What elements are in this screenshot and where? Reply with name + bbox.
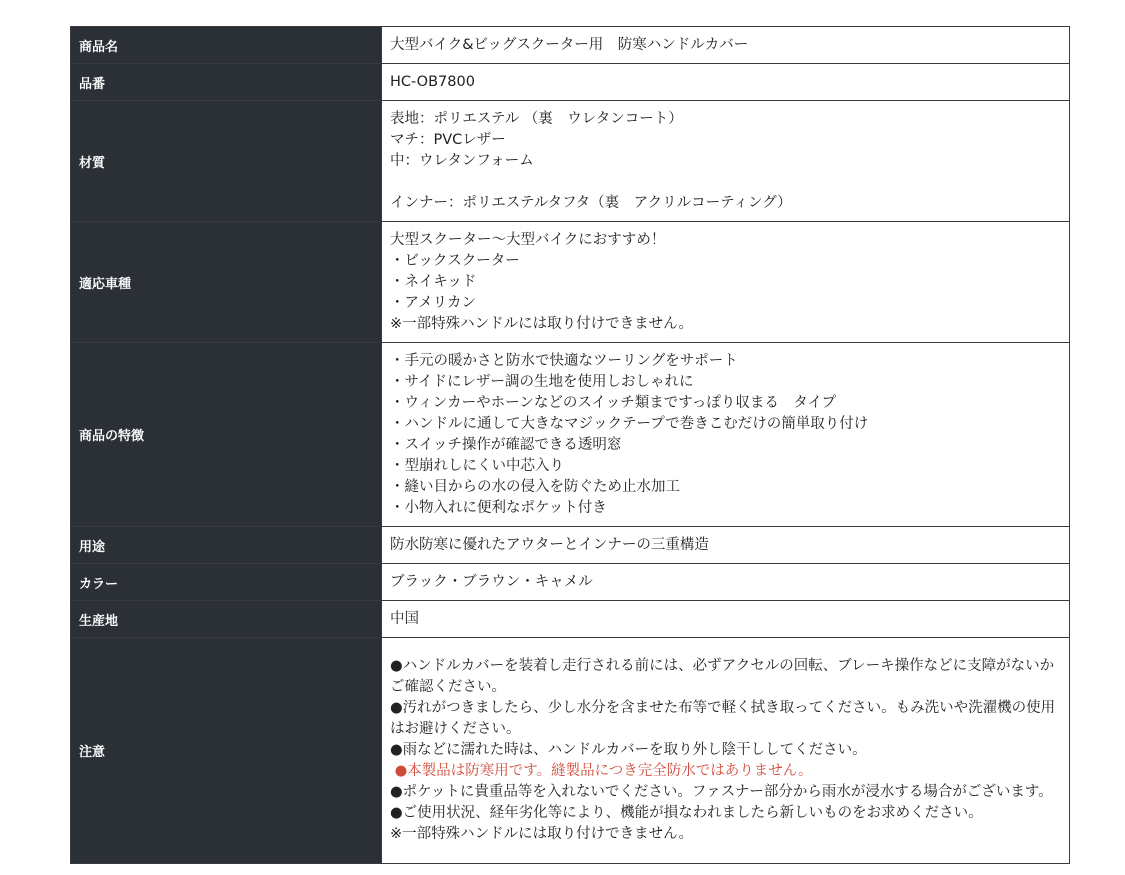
value-line: ●雨などに濡れた時は、ハンドルカバーを取り外し陰干ししてください。 [390, 742, 867, 758]
table-row-color [71, 564, 1070, 601]
value-line: ●ご使用状況、経年劣化等により、機能が損なわれましたら新しいものをお求めください。 [390, 805, 983, 821]
row-value [382, 564, 1070, 601]
value-line: ●ハンドルカバーを装着し走行される前には、必ずアクセルの回転、ブレーキ操作などに支障がないかご確認ください。 [390, 658, 1055, 695]
row-value [382, 27, 1070, 64]
product-spec-table [70, 26, 1070, 864]
table-row-compatible-vehicles [71, 222, 1070, 343]
row-value [382, 638, 1070, 864]
table-row-origin [71, 601, 1070, 638]
row-value [382, 222, 1070, 343]
row-label: 適応車種 [71, 222, 382, 343]
value-line: ・手元の暖かさと防水で快適なツーリングをサポート [390, 352, 738, 369]
value-line: HC-OB7800 [390, 73, 475, 90]
row-label: 商品の特徴 [71, 343, 382, 527]
table-row-product-name [71, 27, 1070, 64]
value-line: 中国 [390, 610, 419, 627]
warning-line: ●本製品は防寒用です。縫製品につき完全防水ではありません。 [390, 763, 813, 779]
row-label: 材質 [71, 101, 382, 222]
value-line: 表地：ポリエステル （裏 ウレタンコート） [390, 110, 683, 127]
row-label: 品番 [71, 64, 382, 101]
table-row-product-number [71, 64, 1070, 101]
value-line: ・スイッチ操作が確認できる透明窓 [390, 436, 622, 453]
row-label: 生産地 [71, 601, 382, 638]
value-line: ・縫い目からの水の侵入を防ぐため止水加工 [390, 478, 680, 495]
value-line: ・ウィンカーやホーンなどのスイッチ類まですっぽり収まる タイプ [390, 394, 837, 411]
value-line: ・サイドにレザー調の生地を使用しおしゃれに [390, 373, 694, 390]
value-line: ブラック・ブラウン・キャメル [390, 573, 593, 590]
value-line: ・型崩れしにくい中芯入り [390, 457, 564, 474]
row-value [382, 527, 1070, 564]
value-line: インナー：ポリエステルタフタ（裏 アクリルコーティング） [390, 194, 792, 211]
row-value [382, 343, 1070, 527]
value-line: 大型スクーター～大型バイクにおすすめ！ [390, 231, 666, 248]
value-line: ●ポケットに貴重品等を入れないでください。ファスナー部分から雨水が浸水する場合がございます。 [390, 784, 1053, 800]
table-row-material [71, 101, 1070, 222]
value-line: 大型バイク&ビッグスクーター用 防寒ハンドルカバー [390, 36, 749, 53]
value-line: ・ネイキッド [390, 273, 477, 290]
value-line: 中：ウレタンフォーム [390, 152, 534, 169]
row-value [382, 101, 1070, 222]
row-label: カラー [71, 564, 382, 601]
blank-line [390, 172, 1061, 193]
row-label: 注意 [71, 638, 382, 864]
row-label: 商品名 [71, 27, 382, 64]
value-line: ※一部特殊ハンドルには取り付けできません。 [390, 826, 694, 842]
row-value [382, 601, 1070, 638]
value-line: ●汚れがつきましたら、少し水分を含ませた布等で軽く拭き取ってください。もみ洗いや洗濯機の使用はお避けください。 [390, 700, 1056, 737]
value-line: 防水防寒に優れたアウターとインナーの三重構造 [390, 536, 709, 553]
value-line: ・小物入れに便利なポケット付き [390, 499, 607, 516]
table-row-caution [71, 638, 1070, 864]
value-line: マチ：PVCレザー [390, 131, 506, 148]
table-row-features [71, 343, 1070, 527]
value-line: ・ハンドルに通して大きなマジックテープで巻きこむだけの簡単取り付け [390, 415, 869, 432]
value-line: ・ビックスクーター [390, 252, 520, 269]
table-row-usage [71, 527, 1070, 564]
row-label: 用途 [71, 527, 382, 564]
value-line: ※一部特殊ハンドルには取り付けできません。 [390, 315, 694, 332]
row-value [382, 64, 1070, 101]
value-line: ・アメリカン [390, 294, 476, 311]
